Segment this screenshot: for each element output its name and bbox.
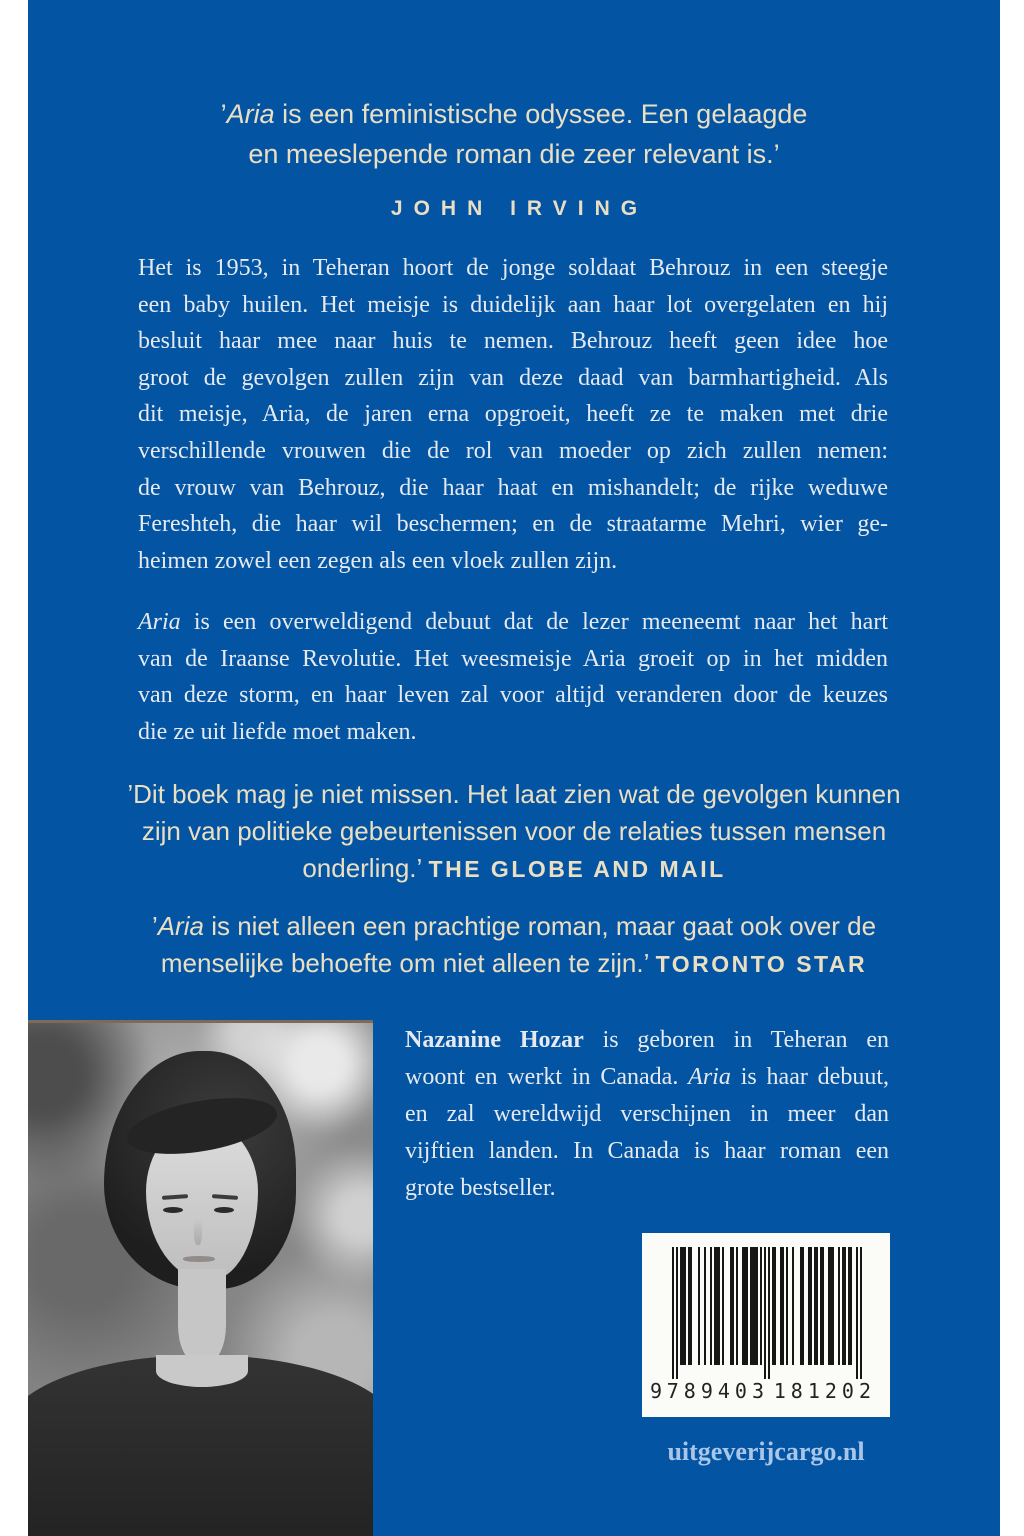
mouth — [183, 1256, 215, 1262]
bar — [860, 1247, 862, 1379]
author-bio — [405, 1022, 889, 1207]
text-line: ’Dit boek mag je niet missen. Het laat zien wat de gevolgen kunnen — [127, 779, 901, 809]
text-line: verschillende vrouwen die de rol van moeder op zich zullen nemen: — [138, 437, 888, 464]
right-eye — [214, 1207, 234, 1213]
text-line: menselijke behoefte om niet alleen te zijn.’ TORONTO STAR — [160, 948, 868, 978]
synopsis-paragraph-2 — [138, 604, 888, 750]
barcode — [642, 1233, 890, 1417]
isbn-digits — [650, 1379, 876, 1403]
isbn-lead-digit: 9 — [650, 1379, 663, 1403]
back-cover — [28, 0, 1000, 1536]
neckline — [156, 1355, 248, 1387]
review-quote-globe-and-mail — [28, 776, 1000, 888]
text-line: woont en werkt in Canada. Aria is haar debuut, — [405, 1064, 890, 1090]
text-line: en zal wereldwijd verschijnen in meer dan — [405, 1101, 889, 1127]
text-line: die ze uit liefde moet maken. — [138, 718, 417, 745]
text-line: heimen zowel een zegen als een vloek zullen zijn. — [138, 547, 618, 574]
text-line: ’Aria is een feministische odyssee. Een gelaagde — [220, 99, 808, 129]
author-portrait-photo — [28, 1020, 373, 1536]
text-line: besluit haar mee naar huis te nemen. Behrouz heeft geen idee hoe — [138, 328, 888, 355]
quote-attribution: JOHN IRVING — [390, 197, 649, 220]
text-line: ’Aria is niet alleen een prachtige roman, maar gaat ook over de — [151, 911, 877, 941]
quote-text — [28, 94, 1000, 174]
text-line: vijftien landen. In Canada is haar roman een — [405, 1138, 889, 1164]
text-line: Fereshteh, die haar wil beschermen; en de straatarme Mehri, wier ge- — [138, 511, 888, 538]
text-line: Nazanine Hozar is geboren in Teheran en — [405, 1027, 889, 1053]
text-line: Aria is een overweldigend debuut dat de lezer meeneemt naar het hart — [138, 609, 888, 635]
text-line: van de Iraanse Revolutie. Het weesmeisje Aria groeit op in het midden — [138, 645, 888, 672]
text-line: een baby huilen. Het meisje is duidelijk aan haar lot overgelaten en hij — [138, 291, 888, 318]
text-line: van deze storm, en haar leven zal voor altijd veranderen door de keuzes — [138, 682, 888, 709]
nose-shadow — [194, 1219, 202, 1245]
isbn-left-group: 789403 — [666, 1379, 770, 1403]
isbn-right-group: 181202 — [773, 1379, 876, 1403]
text-line: de vrouw van Behrouz, die haar haat en mishandelt; de rijke weduwe — [138, 474, 888, 501]
text-line: dit meisje, Aria, de jaren erna opgroeit, heeft ze te maken met drie — [138, 401, 888, 428]
review-quote-toronto-star — [28, 908, 1000, 983]
review-quote-john-irving — [28, 94, 1000, 229]
text-line: grote bestseller. — [405, 1175, 556, 1201]
text-line: en meeslepende roman die zeer relevant is.’ — [248, 139, 780, 169]
synopsis-paragraph-1 — [138, 250, 888, 579]
publisher-url: uitgeverijcargo.nl — [667, 1437, 865, 1466]
text-line: zijn van politieke gebeurtenissen voor de relaties tussen mensen — [141, 816, 887, 846]
text-line: groot de gevolgen zullen zijn van deze daad van barmhartigheid. Als — [138, 364, 888, 391]
neck — [178, 1269, 226, 1363]
text-line: Het is 1953, in Teheran hoort de jonge soldaat Behrouz in een steegje — [138, 255, 888, 281]
ean13-bars — [672, 1247, 862, 1379]
left-eye — [163, 1207, 183, 1213]
text-line: onderling.’ THE GLOBE AND MAIL — [302, 853, 726, 883]
